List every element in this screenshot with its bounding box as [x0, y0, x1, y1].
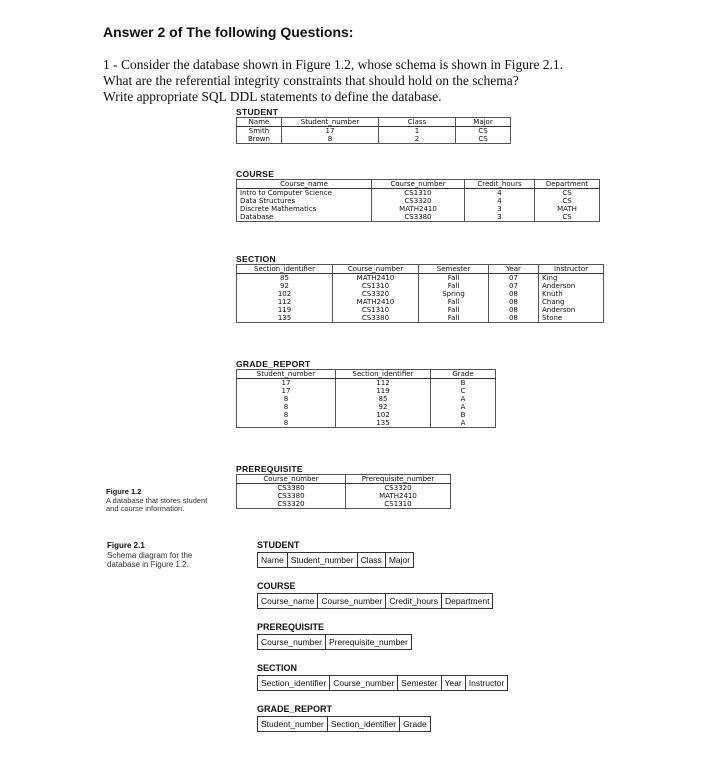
figure-2-1-label: Figure 2.1 [107, 541, 145, 550]
student-header-row [237, 118, 511, 127]
table-cell: 85 [237, 274, 333, 283]
table-cell: 17 [282, 127, 379, 136]
table-cell: 85 [336, 395, 431, 403]
schema-attribute-prerequisite-number: Prerequisite_number [328, 637, 408, 647]
schema-attribute-instructor: Instructor [468, 678, 505, 688]
table-cell: 119 [336, 387, 431, 395]
table-cell: CS1310 [333, 282, 419, 290]
student-table [236, 117, 511, 144]
schema-relation-section [257, 663, 508, 691]
table-row [237, 411, 496, 419]
column-header-semester: Semester [419, 265, 489, 274]
table-cell: CS3320 [237, 500, 346, 509]
table-cell: CS3380 [237, 492, 346, 500]
table-cell: 102 [336, 411, 431, 419]
question-text [103, 57, 663, 105]
schema-attribute-course-number: Course_number [330, 676, 398, 690]
column-header-course-number: Course_number [333, 265, 419, 274]
table-cell: CS1310 [372, 189, 465, 198]
table-cell: CS3320 [372, 197, 465, 205]
table-cell: A [431, 395, 496, 403]
table-cell: 112 [237, 298, 333, 306]
table-cell: Fall [419, 306, 489, 314]
section-table-block [236, 254, 604, 323]
question-line-3: Write appropriate SQL DDL statements to define the database. [103, 89, 442, 104]
table-cell: MATH2410 [333, 298, 419, 306]
schema-attribute-row [257, 716, 431, 732]
prerequisite-table-block [236, 464, 451, 509]
table-cell: Intro to Computer Science [237, 189, 372, 198]
table-cell: CS [456, 135, 511, 144]
table-cell: 112 [336, 379, 431, 388]
table-cell: King [539, 274, 604, 283]
table-cell: 1 [379, 127, 456, 136]
table-cell: MATH2410 [372, 205, 465, 213]
course-table-title: COURSE [236, 169, 275, 179]
table-cell: Spring [419, 290, 489, 298]
table-cell: Discrete Mathematics [237, 205, 372, 213]
schema-relation-grade-report [257, 704, 508, 732]
schema-attribute-row [257, 675, 508, 691]
question-line-2: What are the referential integrity constraints that should hold on the schema? [103, 73, 519, 88]
table-cell: CS [535, 189, 600, 198]
column-header-course-number: Course_number [237, 475, 346, 484]
column-header-department: Department [535, 180, 600, 189]
schema-attribute-grade: Grade [403, 719, 427, 729]
schema-relation-title: SECTION [257, 663, 298, 673]
schema-attribute-name: Name [258, 553, 288, 567]
table-row [237, 492, 451, 500]
schema-attribute-course-name: Course_name [258, 594, 318, 608]
table-row [237, 274, 604, 283]
figure-2-1-caption [107, 541, 217, 570]
table-cell: 08 [489, 298, 539, 306]
table-row [237, 282, 604, 290]
page-heading: Answer 2 of The following Questions: [103, 24, 354, 40]
table-row [237, 197, 600, 205]
grade-report-table-title: GRADE_REPORT [236, 359, 311, 369]
schema-relation-title: STUDENT [257, 540, 300, 550]
table-row [237, 205, 600, 213]
table-cell: A [431, 419, 496, 428]
table-cell: Fall [419, 274, 489, 283]
table-cell: A [431, 403, 496, 411]
schema-attribute-row [257, 593, 493, 609]
table-cell: 8 [237, 419, 336, 428]
table-cell: 07 [489, 274, 539, 283]
table-cell: CS [535, 213, 600, 222]
schema-attribute-department: Department [445, 596, 490, 606]
table-cell: 92 [237, 282, 333, 290]
table-cell: 17 [237, 379, 336, 388]
table-row [237, 213, 600, 222]
grade-report-header-row [237, 370, 496, 379]
table-cell: CS1310 [346, 500, 451, 509]
column-header-major: Major [456, 118, 511, 127]
column-header-prerequisite-number: Prerequisite_number [346, 475, 451, 484]
table-row [237, 290, 604, 298]
table-cell: 8 [237, 395, 336, 403]
table-cell: B [431, 379, 496, 388]
figure-1-2-text: A database that stores student and course information. [106, 495, 208, 513]
table-row [237, 314, 604, 323]
table-cell: 8 [237, 403, 336, 411]
table-row [237, 403, 496, 411]
table-row [237, 189, 600, 198]
prerequisite-table-title: PREREQUISITE [236, 464, 303, 474]
table-cell: Stone [539, 314, 604, 323]
table-cell: 8 [237, 411, 336, 419]
table-cell: Fall [419, 298, 489, 306]
schema-attribute-credit-hours: Credit_hours [386, 594, 442, 608]
table-row [237, 306, 604, 314]
table-row [237, 379, 496, 388]
table-cell: 08 [489, 306, 539, 314]
table-cell: 07 [489, 282, 539, 290]
table-cell: CS3380 [333, 314, 419, 323]
schema-attribute-course-number: Course_number [318, 594, 386, 608]
table-cell: CS1310 [333, 306, 419, 314]
table-cell: 2 [379, 135, 456, 144]
table-cell: CS3380 [237, 484, 346, 493]
schema-attribute-major: Major [388, 555, 411, 565]
table-row [237, 135, 511, 144]
column-header-student-number: Student_number [237, 370, 336, 379]
table-cell: Anderson [539, 306, 604, 314]
figure-1-2-label: Figure 1.2 [106, 487, 142, 496]
table-cell: 102 [237, 290, 333, 298]
table-cell: 4 [465, 197, 535, 205]
grade-report-table [236, 369, 496, 428]
section-table [236, 264, 604, 323]
table-cell: Chang [539, 298, 604, 306]
table-cell: Smith [237, 127, 282, 136]
table-cell: 8 [282, 135, 379, 144]
schema-attribute-row [257, 552, 414, 568]
table-cell: 08 [489, 290, 539, 298]
schema-attribute-semester: Semester [398, 676, 441, 690]
schema-relation-course [257, 581, 508, 609]
section-header-row [237, 265, 604, 274]
column-header-year: Year [489, 265, 539, 274]
table-row [237, 127, 511, 136]
table-cell: 119 [237, 306, 333, 314]
table-cell: 17 [237, 387, 336, 395]
schema-diagram [257, 540, 508, 745]
course-header-row [237, 180, 600, 189]
prerequisite-table [236, 474, 451, 509]
schema-relation-student [257, 540, 508, 568]
column-header-instructor: Instructor [539, 265, 604, 274]
student-table-block [236, 107, 511, 144]
table-cell: CS [535, 197, 600, 205]
schema-attribute-year: Year [442, 676, 466, 690]
column-header-student-number: Student_number [282, 118, 379, 127]
column-header-credit-hours: Credit_hours [465, 180, 535, 189]
section-table-title: SECTION [236, 254, 276, 264]
schema-relation-prerequisite [257, 622, 508, 650]
student-table-title: STUDENT [236, 107, 279, 117]
course-table [236, 179, 600, 222]
table-cell: CS3320 [346, 484, 451, 493]
table-cell: MATH [535, 205, 600, 213]
schema-attribute-student-number: Student_number [258, 717, 328, 731]
table-cell: MATH2410 [333, 274, 419, 283]
table-cell: 08 [489, 314, 539, 323]
column-header-class: Class [379, 118, 456, 127]
figure-2-1-text: Schema diagram for the database in Figure 1.2. [107, 550, 193, 569]
question-line-1: 1 - Consider the database shown in Figure 1.2, whose schema is shown in Figure 2.1. [103, 57, 564, 72]
table-cell: 135 [336, 419, 431, 428]
schema-attribute-student-number: Student_number [288, 553, 358, 567]
table-cell: Fall [419, 282, 489, 290]
table-cell: B [431, 411, 496, 419]
table-row [237, 387, 496, 395]
course-table-block [236, 169, 600, 222]
table-cell: 92 [336, 403, 431, 411]
schema-relation-title: PREREQUISITE [257, 622, 325, 632]
schema-attribute-course-number: Course_number [258, 635, 326, 649]
schema-attribute-section-identifier: Section_identifier [328, 717, 400, 731]
table-cell: Database [237, 213, 372, 222]
column-header-course-name: Course_name [237, 180, 372, 189]
table-cell: 4 [465, 189, 535, 198]
column-header-course-number: Course_number [372, 180, 465, 189]
table-cell: Fall [419, 314, 489, 323]
schema-relation-title: COURSE [257, 581, 296, 591]
table-cell: 135 [237, 314, 333, 323]
table-cell: 3 [465, 213, 535, 222]
schema-attribute-class: Class [358, 553, 386, 567]
schema-relation-title: GRADE_REPORT [257, 704, 333, 714]
figure-1-2-caption [106, 488, 216, 514]
table-row [237, 419, 496, 428]
table-cell: Anderson [539, 282, 604, 290]
table-cell: Data Structures [237, 197, 372, 205]
table-row [237, 298, 604, 306]
column-header-section-identifier: Section_identifier [336, 370, 431, 379]
column-header-name: Name [237, 118, 282, 127]
table-cell: Knuth [539, 290, 604, 298]
table-row [237, 500, 451, 509]
table-cell: Brown [237, 135, 282, 144]
table-cell: CS3320 [333, 290, 419, 298]
table-row [237, 395, 496, 403]
table-cell: C [431, 387, 496, 395]
schema-attribute-row [257, 634, 412, 650]
prerequisite-header-row [237, 475, 451, 484]
column-header-section-identifier: Section_identifier [237, 265, 333, 274]
table-cell: CS [456, 127, 511, 136]
table-cell: 3 [465, 205, 535, 213]
table-cell: CS3380 [372, 213, 465, 222]
column-header-grade: Grade [431, 370, 496, 379]
grade-report-table-block [236, 359, 496, 428]
schema-attribute-section-identifier: Section_identifier [258, 676, 330, 690]
table-cell: MATH2410 [346, 492, 451, 500]
table-row [237, 484, 451, 493]
